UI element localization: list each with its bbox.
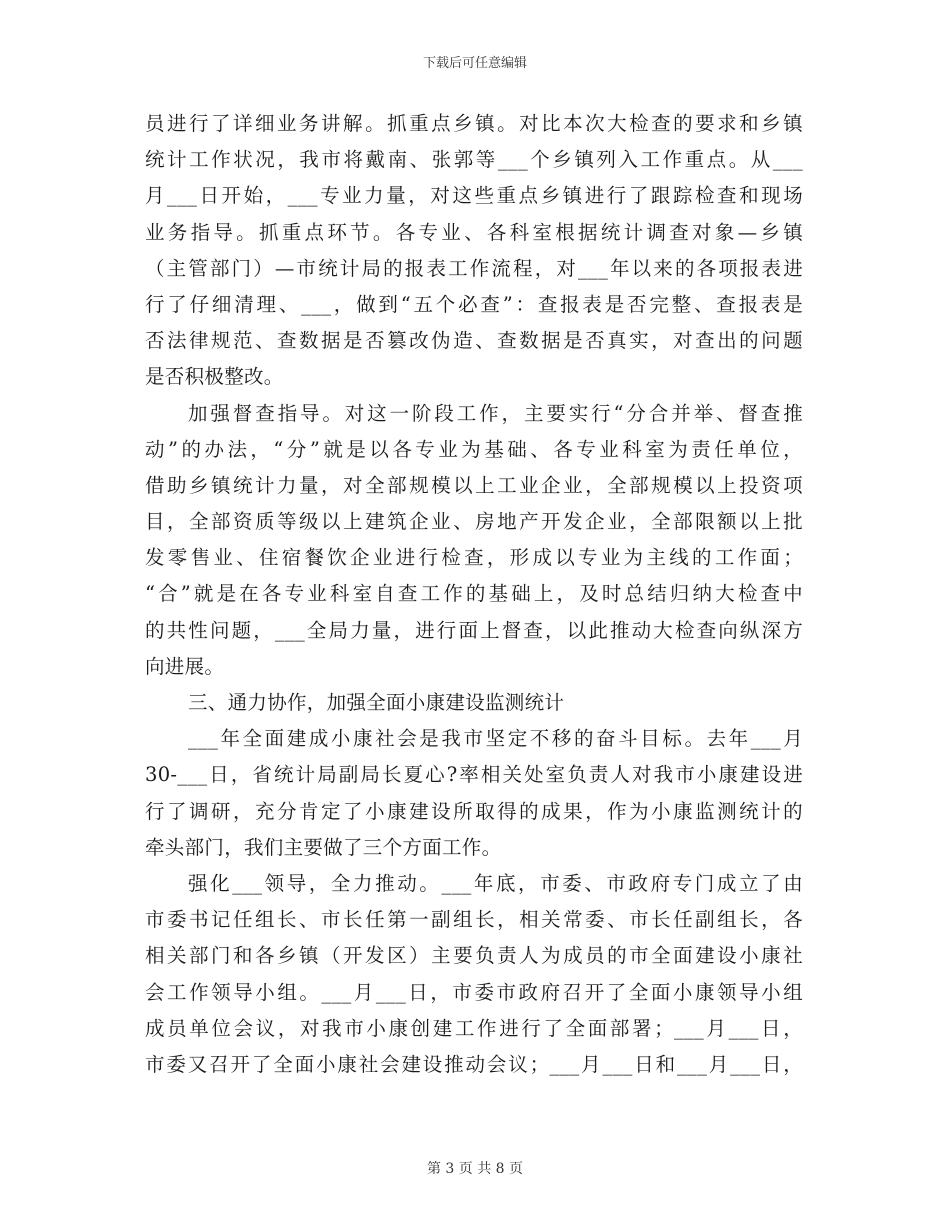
text-line: 目，全部资质等级以上建筑企业、房地产开发企业，全部限额以上批	[145, 510, 803, 534]
text-line: 业务指导。抓重点环节。各专业、各科室根据统计调查对象—乡镇	[145, 220, 803, 244]
text-line: 员进行了详细业务讲解。抓重点乡镇。对比本次大检查的要求和乡镇	[145, 112, 803, 135]
section-heading: 三、通力协作，加强全面小康建设监测统计	[188, 691, 565, 714]
text-line: 强化___领导，全力推动。___年底，市委、市政府专门成立了由	[188, 871, 803, 895]
text-line: 行了仔细清理、___，做到“五个必查”：查报表是否完整、查报表是	[145, 292, 803, 316]
text-line: （主管部门）—市统计局的报表工作流程，对___年以来的各项报表进	[145, 256, 803, 280]
text-line: 牵头部门，我们主要做了三个方面工作。	[145, 835, 502, 859]
text-line: 市委书记任组长、市长任第一副组长，相关常委、市长任副组长，各	[145, 908, 803, 932]
text-line: 市委又召开了全面小康社会建设推动会议；___月___日和___月___日，	[145, 1052, 803, 1076]
text-line: 30-___日，省统计局副局长夏心?率相关处室负责人对我市小康建设进	[145, 763, 803, 787]
text-line: 向进展。	[145, 654, 225, 678]
document-body	[145, 106, 803, 1083]
text-line: 成员单位会议，对我市小康创建工作进行了全面部署；___月___日，	[145, 1016, 803, 1040]
text-line: 统计工作状况，我市将戴南、张郭等___个乡镇列入工作重点。从___	[145, 148, 803, 172]
text-line: 行了调研，充分肯定了小康建设所取得的成果，作为小康监测统计的	[145, 799, 803, 823]
text-line: 加强督查指导。对这一阶段工作，主要实行“分合并举、督查推	[188, 401, 803, 425]
text-line: “合”就是在各专业科室自查工作的基础上，及时总结归纳大检查中	[145, 582, 803, 606]
text-line: ___年全面建成小康社会是我市坚定不移的奋斗目标。去年___月	[188, 727, 803, 751]
text-line: 会工作领导小组。___月___日，市委市政府召开了全面小康领导小组	[145, 980, 803, 1004]
page-footer: 第 3 页 共 8 页	[426, 1161, 524, 1177]
text-line: 动”的办法，“分”就是以各专业为基础、各专业科室为责任单位，	[145, 437, 803, 461]
text-line: 的共性问题，___全局力量，进行面上督查，以此推动大检查向纵深方	[145, 618, 803, 642]
text-line: 是否积极整改。	[145, 365, 284, 389]
text-line: 否法律规范、查数据是否篡改伪造、查数据是否真实，对查出的问题	[145, 329, 803, 353]
page-header: 下载后可任意编辑	[422, 56, 527, 71]
text-line: 借助乡镇统计力量，对全部规模以上工业企业，全部规模以上投资项	[145, 473, 803, 497]
text-line: 月___日开始，___专业力量，对这些重点乡镇进行了跟踪检查和现场	[145, 184, 803, 208]
text-line: 相关部门和各乡镇（开发区）主要负责人为成员的市全面建设小康社	[145, 944, 803, 968]
text-line: 发零售业、住宿餐饮企业进行检查，形成以专业为主线的工作面；	[145, 546, 803, 570]
